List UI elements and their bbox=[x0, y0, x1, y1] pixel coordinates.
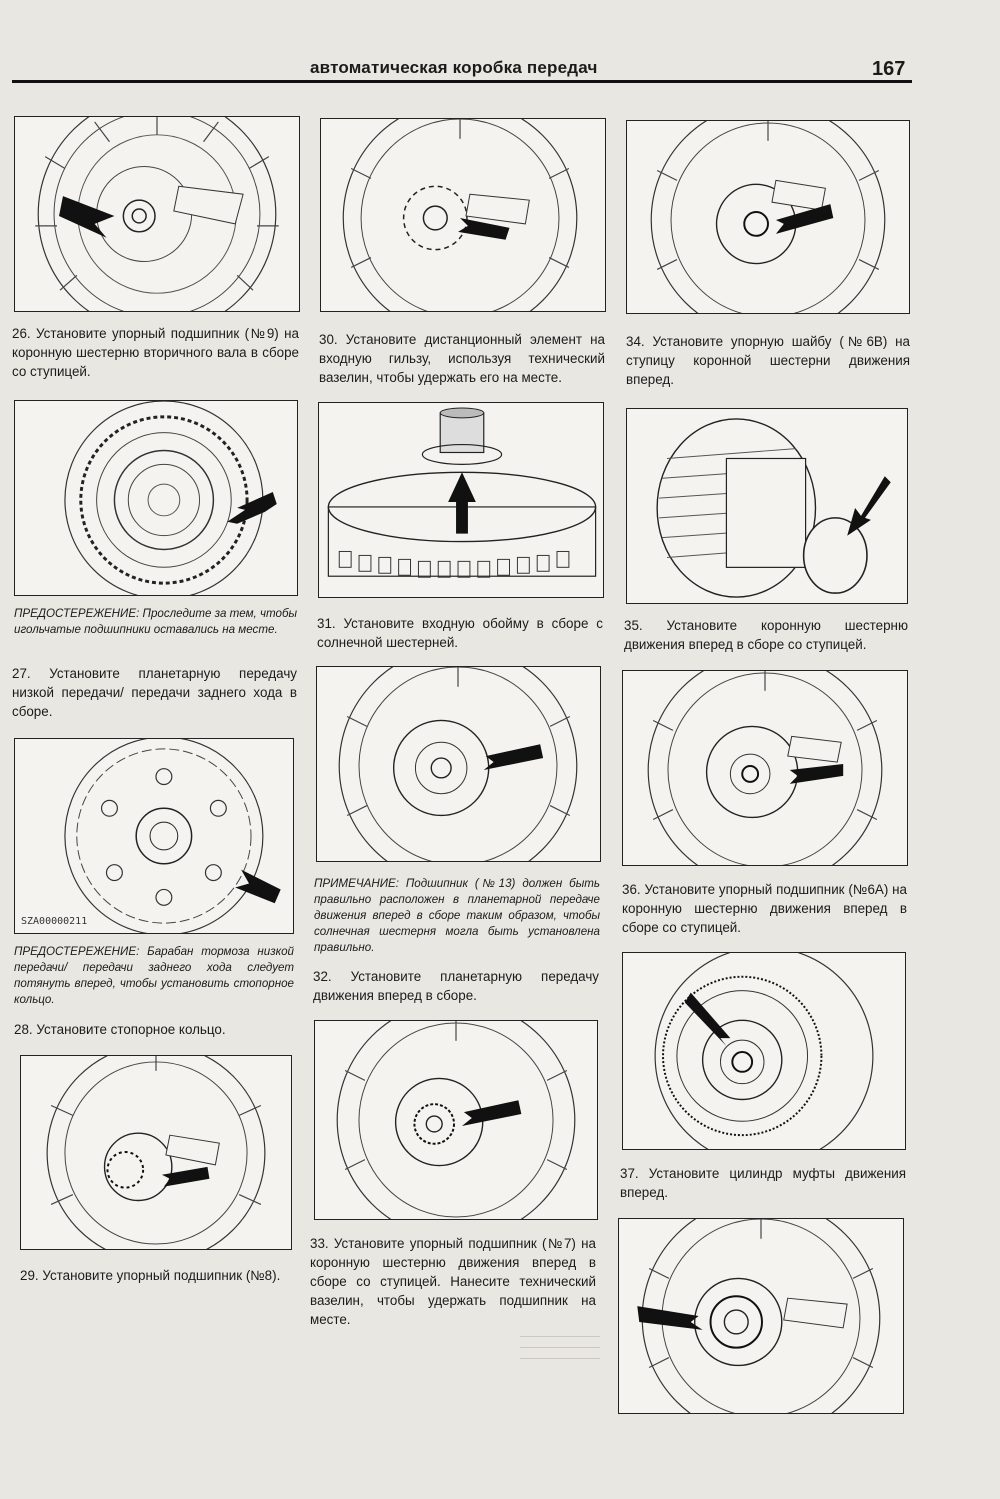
figure-code: SZA00000211 bbox=[21, 916, 88, 927]
caption-step-36: 36. Установите упорный подшипник (№6А) на коронную шестерню движения вперед в сборе со ступицей. bbox=[622, 882, 907, 935]
note-text: Подшипник (№13) должен быть правильно расположен в планетарной передаче движения вперед в сборе таким образом, чтобы солнечная шестерня могла быть установлена правильно. bbox=[314, 877, 600, 954]
caption-step-34: 34. Установите упорную шайбу (№6В) на ступицу коронной шестерни движения вперед. bbox=[626, 334, 910, 387]
caption-step-33: 33. Установите упорный подшипник (№7) на коронную шестерню движения вперед в сборе со ступицей. Нанесите технический вазелин, чтобы удержать подшипник на месте. bbox=[310, 1236, 596, 1327]
figure-30-spacer bbox=[320, 118, 606, 312]
figure-31-input-shell bbox=[318, 402, 604, 598]
header-rule bbox=[12, 80, 912, 83]
running-header-title: автоматическая коробка передач bbox=[310, 58, 598, 77]
page-number: 167 bbox=[872, 58, 906, 80]
warning-2-text: Барабан тормоза низкой передачи/ передачи заднего хода следует потянуть вперед, чтобы установить стопорное кольцо. bbox=[14, 945, 294, 1006]
warning-2 bbox=[14, 944, 294, 1008]
figure-35-forward-ring-gear bbox=[626, 408, 908, 604]
figure-36-thrust-bearing-no6a bbox=[622, 670, 908, 866]
warning-1-label: ПРЕДОСТЕРЕЖЕНИЕ: bbox=[14, 607, 140, 620]
caption-step-26: 26. Установите упорный подшипник (№9) на коронную шестерню вторичного вала в сборе со ступицей. bbox=[12, 326, 299, 379]
caption-step-37: 37. Установите цилиндр муфты движения вперед. bbox=[620, 1166, 906, 1200]
figure-27b-brake-drum bbox=[14, 738, 294, 934]
caption-step-27: 27. Установите планетарную передачу низкой передачи/ передачи заднего хода в сборе. bbox=[12, 666, 297, 719]
caption-step-32: 32. Установите планетарную передачу движения вперед в сборе. bbox=[313, 969, 599, 1003]
figure-37-clutch-cylinder bbox=[622, 952, 906, 1150]
warning-1-text: Проследите за тем, чтобы игольчатые подшипники оставались на месте. bbox=[14, 607, 298, 636]
note-bearing-13 bbox=[314, 876, 600, 956]
warning-1 bbox=[14, 606, 297, 638]
figure-27-ring-gear bbox=[14, 400, 298, 596]
warning-2-label: ПРЕДОСТЕРЕЖЕНИЕ: bbox=[14, 945, 140, 958]
caption-step-30: 30. Установите дистанционный элемент на входную гильзу, используя технический вазелин, чтобы удержать его на месте. bbox=[319, 332, 605, 385]
caption-step-35: 35. Установите коронную шестерню движения вперед в сборе со ступицей. bbox=[624, 618, 908, 652]
bleed-through-text bbox=[520, 1330, 600, 1390]
caption-step-31: 31. Установите входную обойму в сборе с солнечной шестерней. bbox=[317, 616, 603, 650]
figure-26-thrust-bearing-no9 bbox=[14, 116, 300, 312]
caption-step-28: 28. Установите стопорное кольцо. bbox=[14, 1022, 226, 1037]
figure-38-final-assembly bbox=[618, 1218, 904, 1414]
figure-34-thrust-washer-no6b bbox=[626, 120, 910, 314]
figure-28-snap-ring bbox=[20, 1055, 292, 1250]
caption-step-29: 29. Установите упорный подшипник (№8). bbox=[20, 1268, 281, 1283]
figure-32-planetary bbox=[316, 666, 601, 862]
note-label: ПРИМЕЧАНИЕ: bbox=[314, 877, 399, 890]
figure-33-thrust-bearing-no7 bbox=[314, 1020, 598, 1220]
